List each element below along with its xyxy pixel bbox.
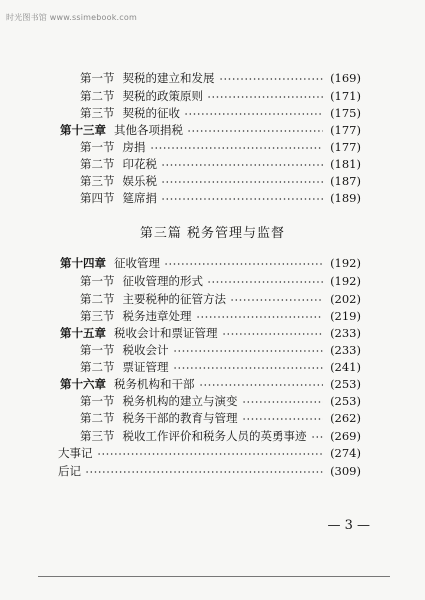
- toc-title: 税收工作评价和税务人员的英勇事迹: [122, 429, 307, 443]
- toc-entry: [0, 272, 425, 290]
- toc-label: [80, 273, 203, 289]
- toc-entry: [0, 104, 425, 122]
- toc-label: [60, 255, 160, 271]
- toc-number: 第一节: [80, 274, 115, 288]
- toc-page-number: (219): [330, 309, 361, 323]
- toc-title: 征收管理的形式: [122, 274, 203, 288]
- dot-leader: [187, 126, 323, 136]
- toc-label: [80, 359, 169, 375]
- toc-label: [80, 173, 157, 189]
- bottom-rule: [38, 576, 390, 577]
- toc-page-number: (309): [330, 464, 361, 478]
- part-heading: 第三篇 税务管理与监督: [139, 226, 286, 241]
- toc-label: [60, 325, 218, 341]
- toc-entry: [0, 358, 425, 376]
- toc-page-number: (177): [330, 140, 361, 154]
- dot-leader: [173, 363, 324, 373]
- toc-label: [80, 308, 192, 324]
- toc-page-number: (262): [330, 411, 361, 425]
- dot-leader: [161, 177, 323, 187]
- dot-leader: [161, 194, 323, 204]
- dot-leader: [173, 346, 324, 356]
- dot-leader: [97, 449, 324, 459]
- toc-entry: [0, 290, 425, 308]
- dot-leader: [242, 414, 324, 424]
- toc-title: 契税的征收: [122, 106, 180, 120]
- dot-leader: [164, 259, 323, 269]
- toc-page-number: (253): [330, 377, 361, 391]
- toc-page-number: (274): [330, 446, 361, 460]
- toc-title: 契税的建立和发展: [122, 71, 215, 85]
- toc-title: 税务违章处理: [122, 309, 192, 323]
- toc-number: 第二节: [80, 292, 115, 306]
- toc-number: 第十五章: [60, 326, 106, 340]
- toc-label: [80, 190, 157, 206]
- toc-page-number: (202): [330, 292, 361, 306]
- toc-entry: [0, 375, 425, 393]
- toc-number: 第一节: [80, 394, 115, 408]
- toc-entry: [0, 427, 425, 445]
- dot-leader: [207, 92, 323, 102]
- toc-label: [80, 393, 238, 409]
- toc-label: [80, 156, 157, 172]
- watermark: 时光图书馆 www.ssimebook.com: [6, 13, 137, 22]
- dot-leader: [222, 329, 324, 339]
- toc-label: [60, 122, 183, 138]
- toc-title: 筵席捐: [122, 191, 157, 205]
- toc-title: 娱乐税: [122, 174, 157, 188]
- toc-title: 税收会计: [122, 343, 169, 357]
- dot-leader: [196, 312, 324, 322]
- toc-title: 大事记: [58, 446, 93, 460]
- toc-label: [80, 139, 146, 155]
- toc-page-number: (171): [330, 89, 361, 103]
- toc-entry: [0, 189, 425, 207]
- toc-title: 票证管理: [122, 360, 169, 374]
- toc-label: [80, 410, 238, 426]
- toc-page-number: (269): [330, 429, 361, 443]
- toc-number: 第二节: [80, 89, 115, 103]
- toc-entry: [0, 462, 425, 480]
- toc-entry: [0, 307, 425, 325]
- toc-title: 主要税种的征管方法: [122, 292, 226, 306]
- toc-page-number: (192): [330, 256, 361, 270]
- dot-leader: [242, 397, 324, 407]
- toc-number: 第二节: [80, 411, 115, 425]
- toc-entry: [0, 172, 425, 190]
- toc-label: [80, 428, 307, 444]
- toc-title: 税务机构的建立与演变: [122, 394, 238, 408]
- dot-leader: [311, 432, 324, 442]
- toc-title: 印花税: [122, 157, 157, 171]
- toc-label: [58, 445, 93, 461]
- toc-label: [58, 463, 81, 479]
- toc-page-number: (253): [330, 394, 361, 408]
- toc-number: 第一节: [80, 71, 115, 85]
- toc-number: 第一节: [80, 140, 115, 154]
- dot-leader: [230, 295, 323, 305]
- toc-label: [80, 342, 169, 358]
- toc-entry: [0, 444, 425, 462]
- toc-entry: [0, 392, 425, 410]
- toc-number: 第四节: [80, 191, 115, 205]
- toc-title: 税务机构和干部: [114, 377, 195, 391]
- toc-title: 税务干部的教育与管理: [122, 411, 238, 425]
- toc-page-number: (233): [330, 326, 361, 340]
- toc-number: 第三节: [80, 429, 115, 443]
- toc-number: 第一节: [80, 343, 115, 357]
- toc-page-number: (177): [330, 123, 361, 137]
- toc-page-number: (175): [330, 106, 361, 120]
- toc-page-number: (181): [330, 157, 361, 171]
- dot-leader: [199, 380, 324, 390]
- toc-page-number: (187): [330, 174, 361, 188]
- toc-entry: [0, 155, 425, 173]
- toc-entry: [0, 138, 425, 156]
- toc-title: 其他各项捐税: [114, 123, 183, 137]
- toc-number: 第三节: [80, 174, 115, 188]
- toc-label: [80, 105, 180, 121]
- dot-leader: [207, 277, 323, 287]
- toc-number: 第十三章: [60, 123, 106, 137]
- toc-label: [60, 376, 195, 392]
- page-number: — 3 —: [327, 518, 370, 533]
- dot-leader: [150, 143, 324, 153]
- toc-entry: [0, 254, 425, 272]
- toc-entry: [0, 69, 425, 87]
- toc-number: 第十四章: [60, 256, 106, 270]
- dot-leader: [184, 109, 323, 119]
- toc-entry: [0, 409, 425, 427]
- toc-title: 契税的政策原则: [122, 89, 203, 103]
- toc-title: 后记: [58, 464, 81, 478]
- toc-title: 征收管理: [114, 256, 160, 270]
- toc-number: 第二节: [80, 360, 115, 374]
- toc-page-number: (241): [330, 360, 361, 374]
- dot-leader: [85, 467, 323, 477]
- toc-label: [80, 291, 226, 307]
- toc-page-number: (192): [330, 274, 361, 288]
- toc-title: 税收会计和票证管理: [114, 326, 218, 340]
- toc-page-number: (169): [330, 71, 361, 85]
- toc-entry: [0, 341, 425, 359]
- toc-label: [80, 70, 215, 86]
- toc-number: 第二节: [80, 157, 115, 171]
- toc-entry: [0, 324, 425, 342]
- toc-entry: [0, 87, 425, 105]
- dot-leader: [161, 160, 323, 170]
- toc-number: 第三节: [80, 309, 115, 323]
- toc-entry: [0, 121, 425, 139]
- toc-label: [80, 88, 203, 104]
- toc-number: 第十六章: [60, 377, 106, 391]
- toc-title: 房捐: [122, 140, 146, 154]
- dot-leader: [219, 74, 324, 84]
- toc-page-number: (189): [330, 191, 361, 205]
- toc-number: 第三节: [80, 106, 115, 120]
- toc-page-number: (233): [330, 343, 361, 357]
